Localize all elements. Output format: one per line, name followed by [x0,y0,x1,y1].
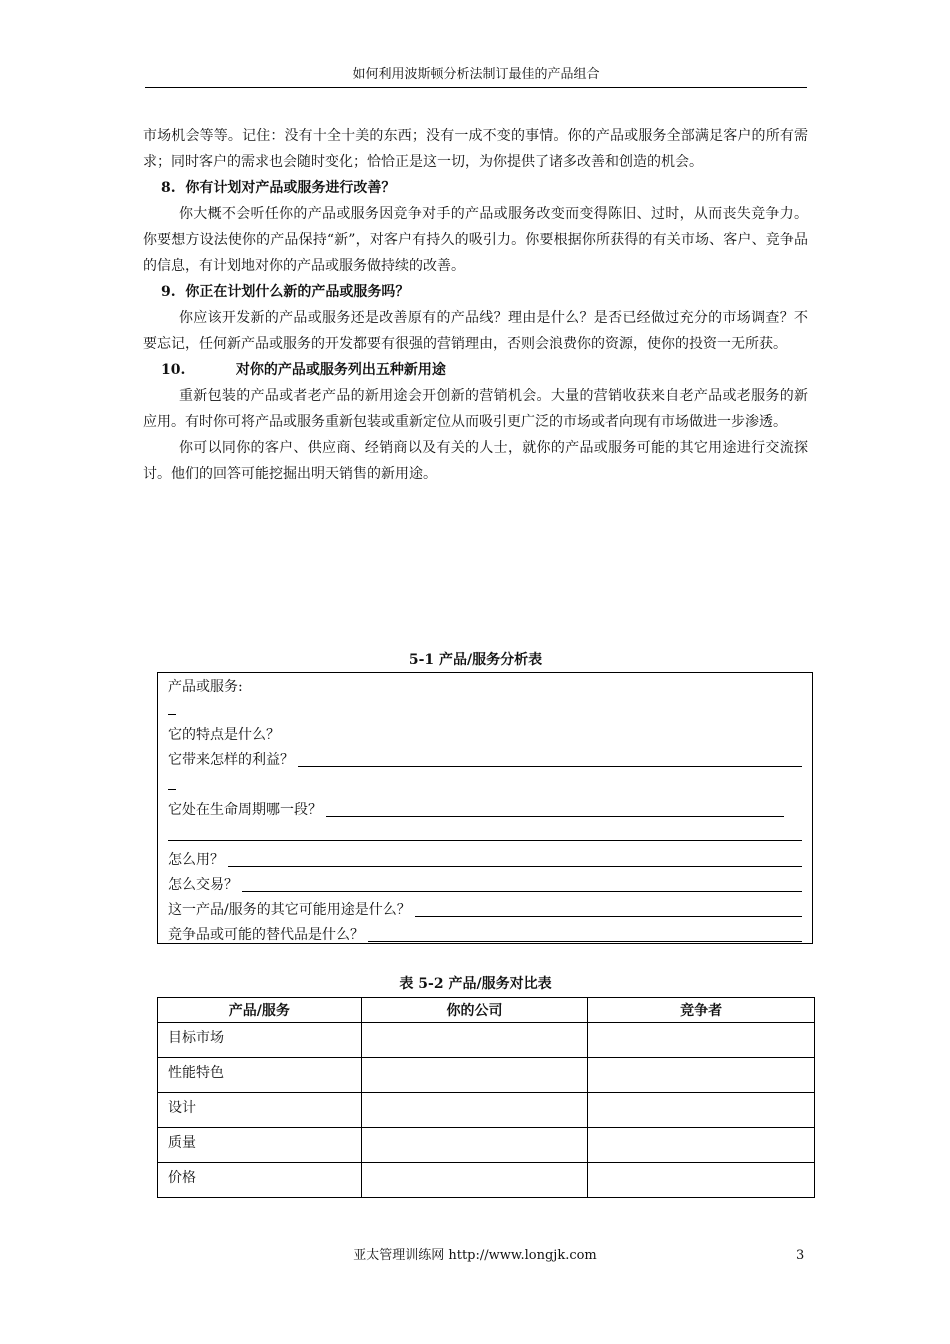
form-row-otheruses [168,898,802,920]
cell-your-company[interactable] [361,1128,588,1163]
otheruses-label: 这一产品/服务的其它可能用途是什么？ [168,902,411,918]
howuse-blank[interactable] [228,850,802,867]
lifecycle-label: 它处在生命周期哪一段？ [168,802,322,818]
row-label-quality: 质量 [158,1128,362,1163]
comparison-table [157,997,815,1198]
header-your-company: 你的公司 [361,998,588,1023]
substitutes-label: 竞争品或可能的替代品是什么？ [168,927,364,943]
product-label: 产品或服务: [168,679,243,695]
form-row-product [168,675,802,697]
heading-8-text: 你有计划对产品或服务进行改善？ [185,180,396,196]
cell-competitor[interactable] [588,1023,815,1058]
cell-competitor[interactable] [588,1163,815,1198]
table-row [158,1058,815,1093]
howtrade-label: 怎么交易？ [168,877,238,893]
table-row [158,1093,815,1128]
heading-9-number: 9. [161,284,176,300]
benefits-blank[interactable] [298,750,802,767]
header-rule [145,87,807,88]
heading-9 [143,279,808,305]
cell-your-company[interactable] [361,1093,588,1128]
cell-your-company[interactable] [361,1058,588,1093]
row-label-features: 性能特色 [158,1058,362,1093]
howuse-label: 怎么用？ [168,852,224,868]
benefits-label: 它带来怎样的利益？ [168,752,294,768]
table-row [158,1128,815,1163]
header-product-service: 产品/服务 [158,998,362,1023]
table-row [158,1023,815,1058]
heading-10-number: 10. [161,362,186,378]
cell-competitor[interactable] [588,1128,815,1163]
heading-9-text: 你正在计划什么新的产品或服务吗？ [185,284,410,300]
row-label-design: 设计 [158,1093,362,1128]
paragraph-2: 你大概不会听任你的产品或服务因竞争对手的产品或服务改变而变得陈旧、过时，从而丧失竞争力。你要想方设法使你的产品保持“新”，对客户有持久的吸引力。你要根据你所获得的有关市场、客户、竞争品的信息，有计划地对你的产品或服务做持续的改善。 [143,206,808,274]
table-row [158,1163,815,1198]
paragraph-1: 市场机会等等。记住：没有十全十美的东西；没有一成不变的事情。你的产品或服务全部满足客户的所有需求；同时客户的需求也会随时变化；恰恰正是这一切，为你提供了诸多改善和创造的机会。 [143,128,808,170]
page-footer: 亚太管理训练网 http://www.longjk.com [353,1248,597,1263]
heading-10 [143,357,808,383]
form-caption: 5-1 产品/服务分析表 [408,652,543,668]
form-row-lifecycle [168,798,802,820]
form-row-howtrade [168,873,802,895]
cell-competitor[interactable] [588,1093,815,1128]
form-row-features [168,723,802,745]
header-competitor: 竞争者 [588,998,815,1023]
form-row-howuse [168,848,802,870]
form-row-benefits [168,748,802,770]
lifecycle-blank[interactable] [326,800,784,817]
paragraph-3: 你应该开发新的产品或服务还是改善原有的产品线？理由是什么？是否已经做过充分的市场调查？不要忘记，任何新产品或服务的开发都要有很强的营销理由，否则会浪费你的资源，使你的投资一无所获。 [143,310,808,352]
cell-your-company[interactable] [361,1023,588,1058]
heading-10-text: 对你的产品或服务列出五种新用途 [235,362,446,378]
blank-dash [168,789,176,790]
form-row-substitutes [168,923,802,945]
paragraph-4: 重新包装的产品或者老产品的新用途会开创新的营销机会。大量的营销收获来自老产品或老服务的新应用。有时你可将产品或服务重新包装或重新定位从而吸引更广泛的市场或者向现有市场做进一步渗透。 [143,388,808,430]
table-caption: 表 5-2 产品/服务对比表 [399,976,552,992]
features-label: 它的特点是什么？ [168,727,280,743]
otheruses-blank[interactable] [415,900,802,917]
body-text [143,123,808,487]
page-header: 如何利用波斯顿分析法制订最佳的产品组合 [352,67,600,82]
paragraph-5: 你可以同你的客户、供应商、经销商以及有关的人士，就你的产品或服务可能的其它用途进行交流探讨。他们的回答可能挖掘出明天销售的新用途。 [143,440,808,482]
blank-dash [168,714,176,715]
cell-competitor[interactable] [588,1058,815,1093]
cell-your-company[interactable] [361,1163,588,1198]
page-number: 3 [796,1248,805,1263]
heading-8-number: 8. [161,180,176,196]
substitutes-blank[interactable] [368,925,802,942]
row-label-price: 价格 [158,1163,362,1198]
lifecycle-blank-2[interactable] [168,840,802,841]
table-header-row [158,998,815,1023]
row-label-target-market: 目标市场 [158,1023,362,1058]
heading-8 [143,175,808,201]
howtrade-blank[interactable] [242,875,802,892]
analysis-form [157,672,813,944]
